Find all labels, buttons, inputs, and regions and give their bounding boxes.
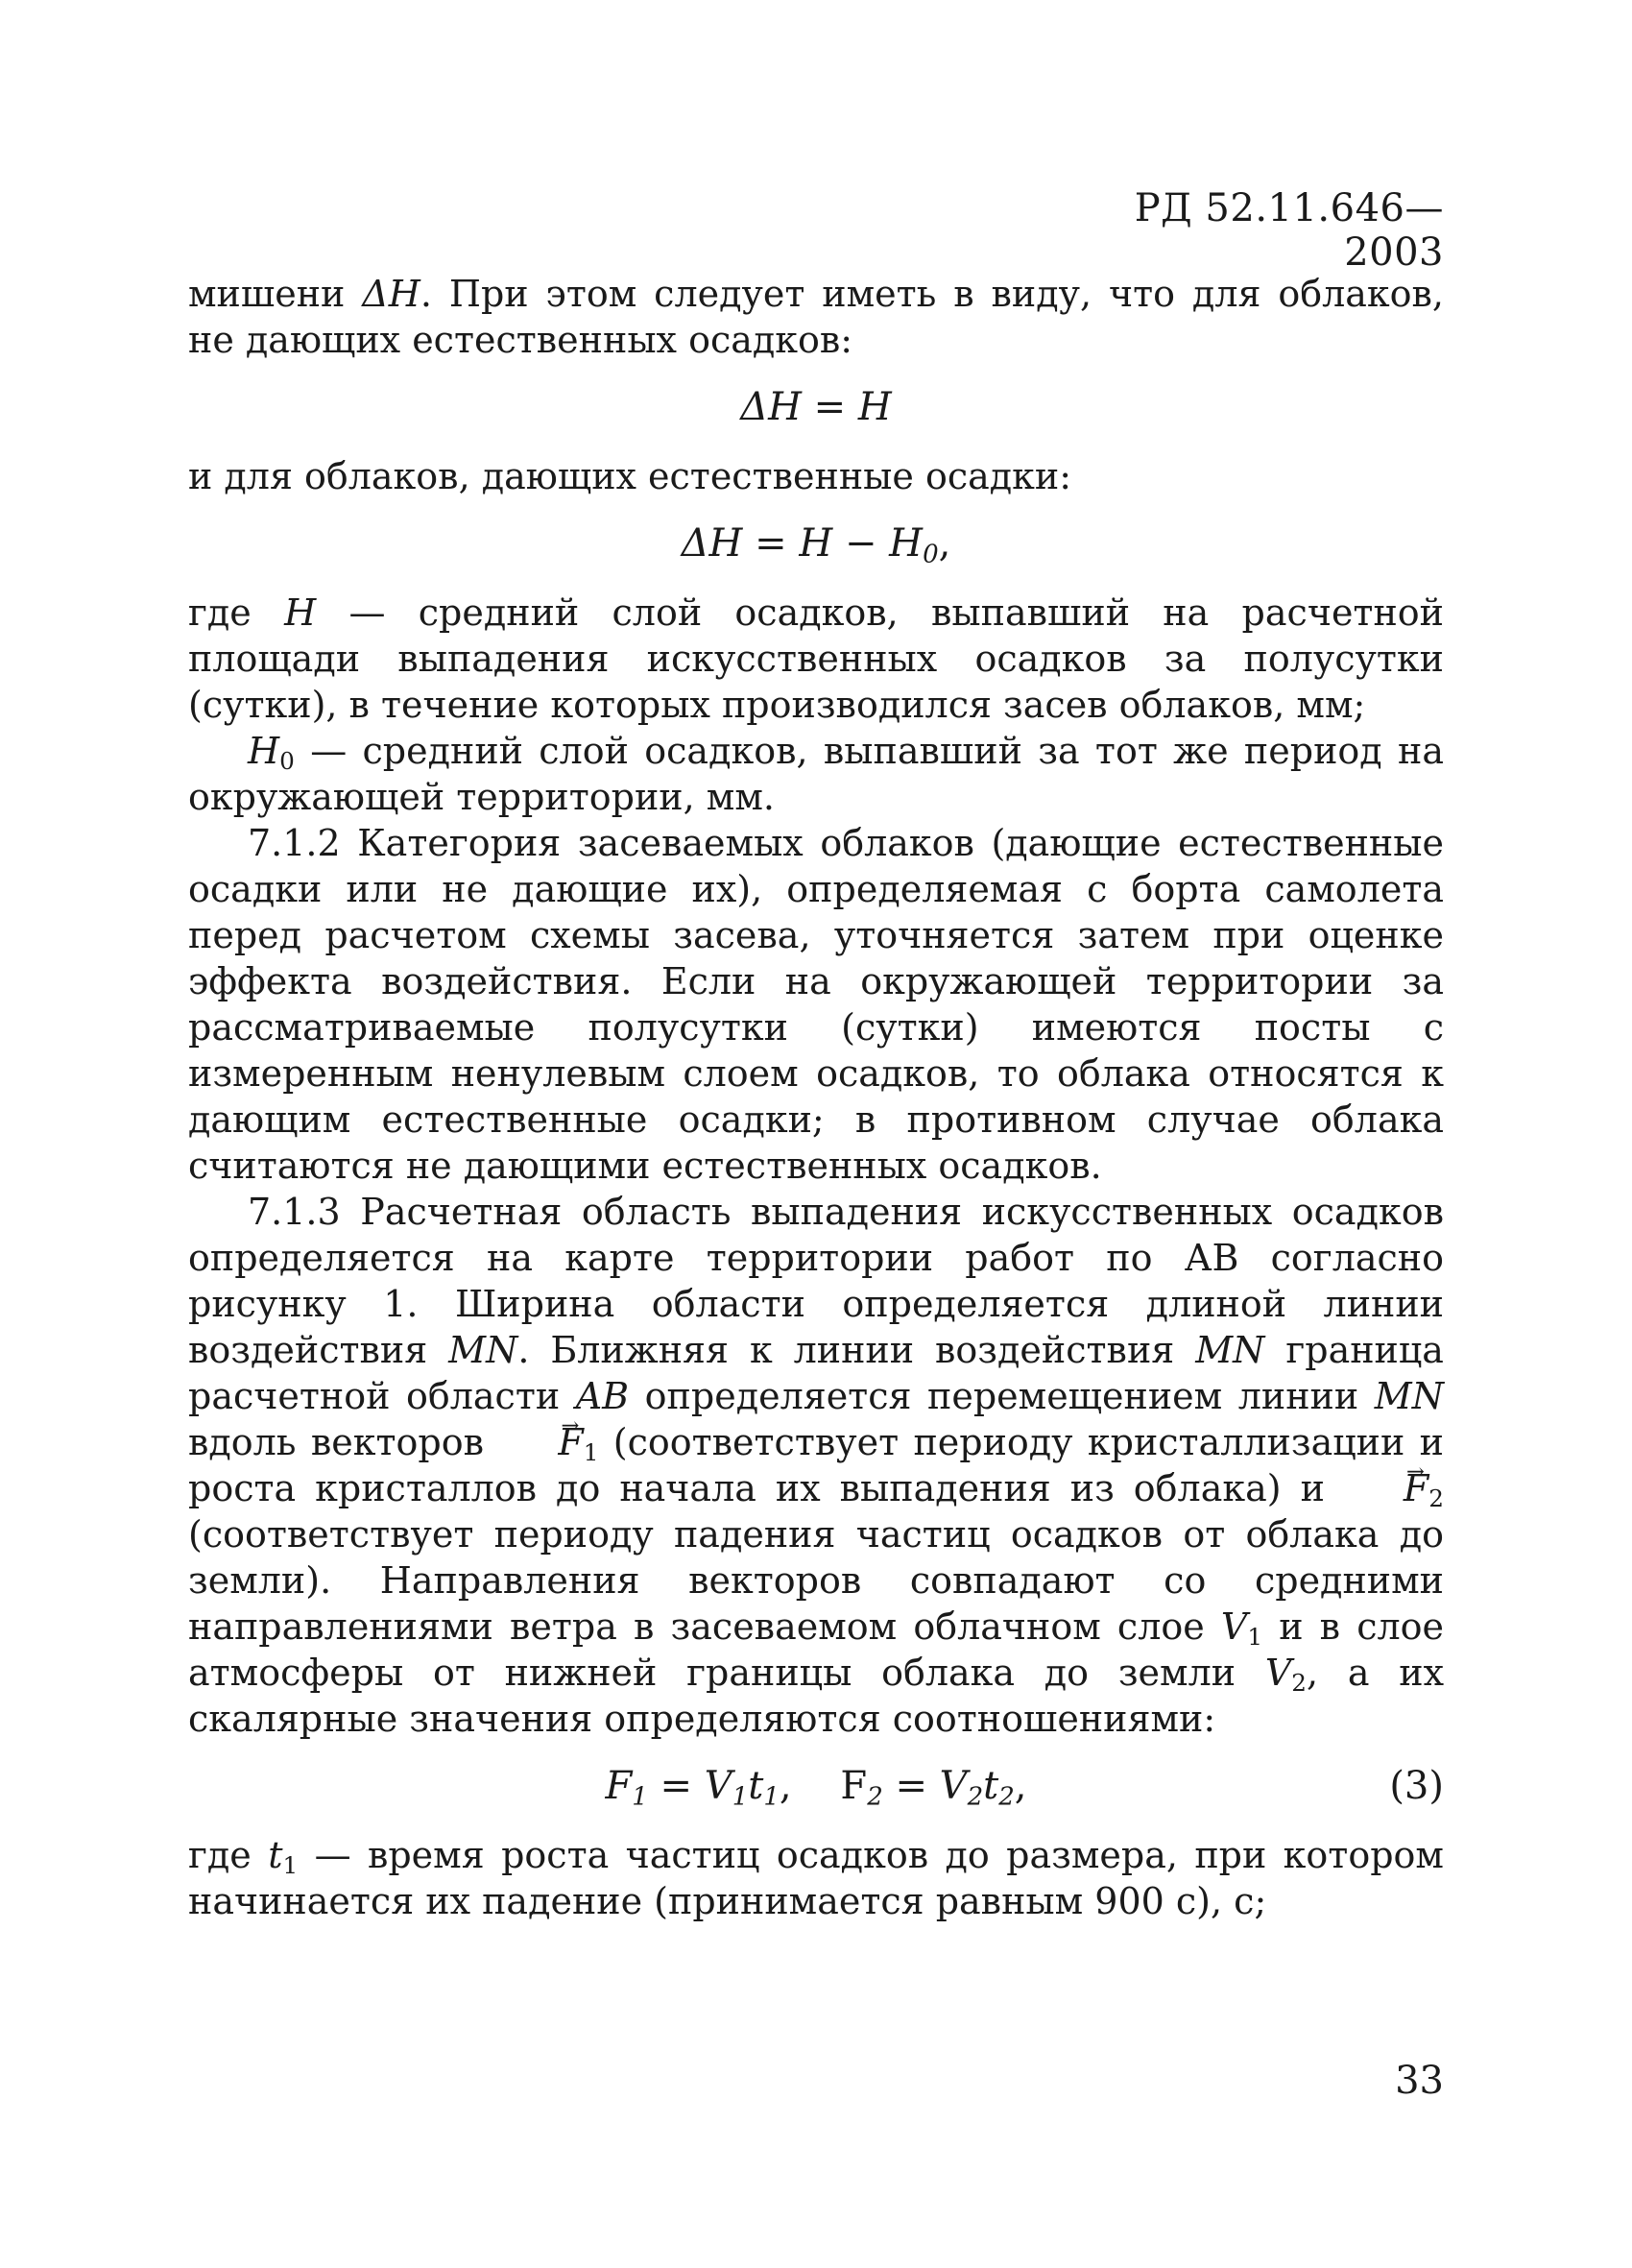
definition-t1 xyxy=(188,1832,1444,1924)
text-run: (соответствует периоду падения частиц осадков от облака до земли). Направления векторов совпадают со средними направлениями ветра в засеваемом облачном слое xyxy=(188,1513,1444,1648)
text-run: и для облаков, дающих естественные осадки: xyxy=(188,455,1072,497)
text-run: — время роста частиц осадков до размера, при котором начинается их падение (принимается равным 900 с), с; xyxy=(188,1834,1444,1922)
formula-subscript: 0 xyxy=(923,540,939,569)
text-run: (соответствует периоду кристаллизации и роста кристаллов до начала их выпадения из облака) и xyxy=(188,1421,1444,1509)
formula-delta-h-equals-h xyxy=(188,384,1444,430)
paragraph-natural-precip xyxy=(188,453,1444,499)
vector-letter: F xyxy=(558,1421,584,1463)
formula-subscript: 1 xyxy=(732,1782,749,1812)
symbol-mn: MN xyxy=(1195,1329,1265,1371)
subscript: 2 xyxy=(1291,1669,1307,1698)
formula-text: ΔH = H − H xyxy=(681,521,924,566)
subscript: 1 xyxy=(583,1438,599,1467)
formula-text: t xyxy=(748,1764,764,1808)
symbol-ab: AB xyxy=(575,1375,630,1417)
document-body xyxy=(188,271,1444,1924)
text-run: где xyxy=(188,1834,252,1876)
formula-subscript: 2 xyxy=(867,1782,883,1812)
formula-text: F xyxy=(605,1764,633,1808)
text-run: — средний слой осадков, выпавший за тот же период на окружающей территории, мм. xyxy=(188,730,1444,818)
symbol-v2: V xyxy=(1264,1652,1292,1694)
vector-letter: F xyxy=(1403,1467,1429,1509)
subscript: 1 xyxy=(1247,1623,1263,1652)
vector-f1 xyxy=(498,1419,583,1465)
formula-text: = V xyxy=(647,1764,732,1808)
formula-text: = V xyxy=(882,1764,968,1808)
subscript: 2 xyxy=(1428,1484,1444,1513)
text-run: . Ближняя к линии воздействия xyxy=(517,1329,1175,1371)
definition-h0 xyxy=(188,728,1444,820)
page-number: 33 xyxy=(1395,2059,1444,2103)
formula-subscript: 2 xyxy=(998,1782,1015,1812)
section-7-1-3 xyxy=(188,1189,1444,1742)
text-run: 7.1.2 Категория засеваемых облаков (дающие естественные осадки или не дающие их), определяемая с борта самолета перед расчетом схемы засева, уточняется затем при оценке эффекта воздействия. Если на окружающей территории за рассматриваемые полусутки (сутки) имеются посты с измеренным ненулевым слоем осадков, то облака относятся к дающим естественные осадки; в противном случае облака считаются не дающими естественных осадков. xyxy=(188,822,1444,1187)
text-run: — средний слой осадков, выпавший на расчетной площади выпадения искусственных осадков за полусутки (сутки), в течение которых производился засев облаков, мм; xyxy=(188,591,1444,726)
formula-delta-h-minus-h0 xyxy=(188,520,1444,567)
formula-text: t xyxy=(983,1764,999,1808)
vector-f2 xyxy=(1344,1465,1428,1511)
text-run: определяется перемещением линии xyxy=(644,1375,1359,1417)
formula-text: , F xyxy=(779,1764,868,1808)
formula-subscript: 1 xyxy=(632,1782,648,1812)
symbol-v1: V xyxy=(1220,1605,1248,1648)
formula-subscript: 2 xyxy=(967,1782,984,1812)
symbol-delta-h: ΔH xyxy=(362,273,420,315)
formula-subscript: 1 xyxy=(763,1782,780,1812)
symbol-mn: MN xyxy=(1374,1375,1444,1417)
document-number-header: РД 52.11.646—2003 xyxy=(1134,186,1444,275)
paragraph-intro xyxy=(188,271,1444,363)
formula-text: ΔH = H xyxy=(740,385,892,429)
symbol-mn: MN xyxy=(448,1329,518,1371)
definition-h xyxy=(188,590,1444,728)
formula-3 xyxy=(188,1763,1444,1812)
section-7-1-2 xyxy=(188,820,1444,1189)
equation-number: (3) xyxy=(1389,1764,1444,1808)
text-run: мишени xyxy=(188,273,346,315)
text-run: . При этом следует иметь в виду, что для облаков, не дающих естественных осадков: xyxy=(188,273,1444,361)
text-run: где xyxy=(188,591,252,634)
subscript: 1 xyxy=(282,1851,299,1880)
subscript: 0 xyxy=(279,747,295,776)
text-run: вдоль векторов xyxy=(188,1421,484,1463)
symbol-h0: H xyxy=(248,730,280,772)
symbol-h: H xyxy=(284,591,317,634)
formula-text: , xyxy=(938,521,951,566)
text-run: граница расчетной области xyxy=(188,1329,1444,1417)
text-run: 7.1.3 Расчетная область выпадения искусственных осадков определяется на карте территории работ по АВ согласно рисунку 1. Ширина области определяется длиной линии воздействия xyxy=(188,1191,1444,1371)
text-run: , а их скалярные значения определяются соотношениями: xyxy=(188,1652,1444,1740)
symbol-t1: t xyxy=(268,1834,283,1876)
formula-text: , xyxy=(1014,1764,1027,1808)
text-run: и в слое атмосферы от нижней границы облака до земли xyxy=(188,1605,1444,1694)
